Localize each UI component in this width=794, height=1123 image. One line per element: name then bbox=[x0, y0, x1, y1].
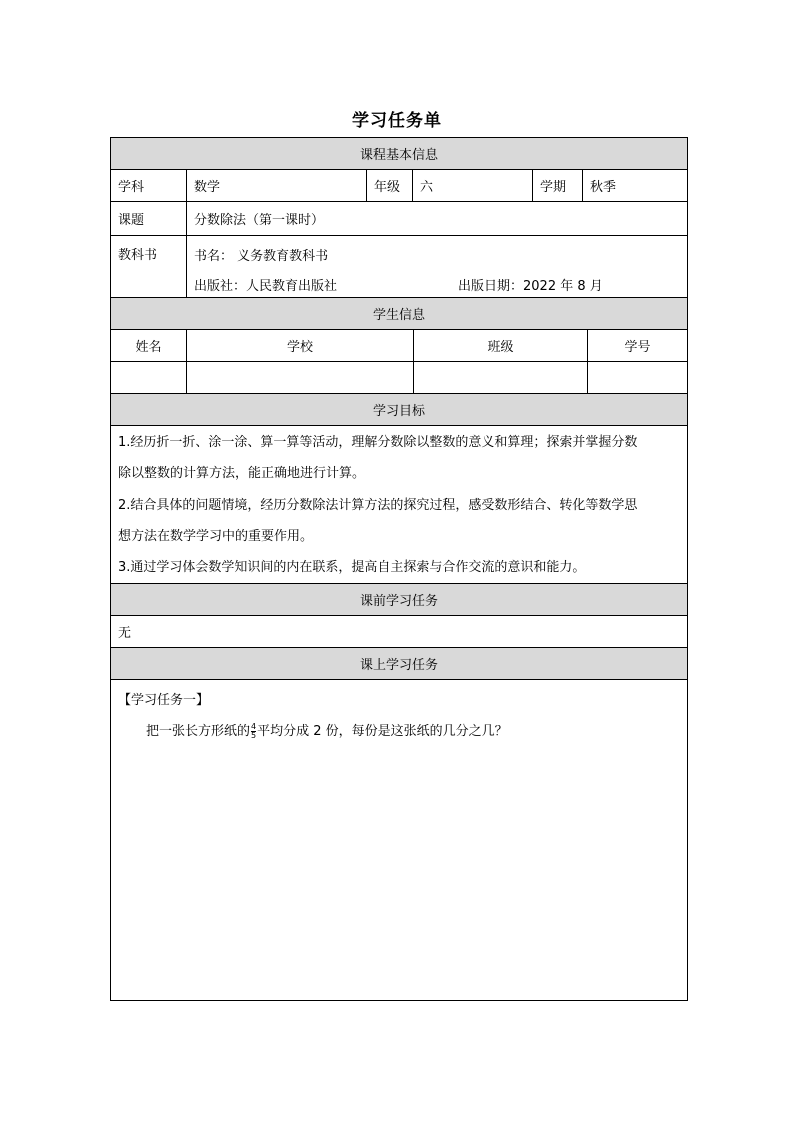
fraction bbox=[251, 723, 256, 740]
textbook-label: 教科书 bbox=[111, 236, 187, 297]
page-title: 学习任务单 bbox=[352, 111, 442, 131]
publisher: 出版社：人民教育出版社 bbox=[194, 279, 338, 294]
grade-label: 年级 bbox=[367, 170, 413, 201]
pre-task-content bbox=[111, 616, 687, 648]
name-input-cell[interactable] bbox=[111, 362, 187, 393]
student-input-row bbox=[111, 362, 687, 394]
textbook-row bbox=[111, 236, 687, 298]
task-1-question bbox=[146, 720, 508, 740]
question-text-before: 把一张长方形纸的 bbox=[146, 724, 251, 739]
grade-value: 六 bbox=[413, 170, 533, 201]
task-1-heading: 【学习任务一】 bbox=[118, 693, 210, 708]
goal-1-line-2: 除以整数的计算方法，能正确地进行计算。 bbox=[118, 466, 366, 481]
class-input-cell[interactable] bbox=[414, 362, 588, 393]
textbook-info bbox=[187, 236, 687, 297]
section-title: 课前学习任务 bbox=[359, 594, 438, 609]
section-title: 课程基本信息 bbox=[359, 148, 438, 163]
topic-label: 课题 bbox=[111, 202, 187, 235]
course-meta-row bbox=[111, 170, 687, 202]
in-class-task-content bbox=[111, 680, 687, 1000]
topic-value: 分数除法（第一课时） bbox=[194, 213, 325, 228]
section-title: 课上学习任务 bbox=[359, 658, 438, 673]
section-header-in-class-task bbox=[111, 648, 687, 680]
goal-1-line-1: 1.经历折一折、涂一涂、算一算等活动，理解分数除以整数的意义和算理；探索并掌握分数 bbox=[118, 435, 638, 450]
question-text-after: 平均分成 2 份，每份是这张纸的几分之几？ bbox=[257, 724, 508, 739]
section-header-pre-task bbox=[111, 584, 687, 616]
student-header-row bbox=[111, 330, 687, 362]
pre-task-text: 无 bbox=[118, 626, 132, 641]
goal-2-line-2: 想方法在数学学习中的重要作用。 bbox=[118, 529, 314, 544]
term-value: 秋季 bbox=[590, 180, 617, 195]
goal-3-line-1: 3.通过学习体会数学知识间的内在联系，提高自主探索与合作交流的意识和能力。 bbox=[118, 560, 586, 575]
book-name: 书名： 义务教育教科书 bbox=[194, 249, 329, 264]
subject-label: 学科 bbox=[111, 170, 187, 201]
goal-2-line-1: 2.结合具体的问题情境，经历分数除法计算方法的探究过程，感受数形结合、转化等数学思 bbox=[118, 498, 638, 513]
section-title: 学习目标 bbox=[372, 404, 425, 419]
student-id-input-cell[interactable] bbox=[588, 362, 687, 393]
fraction-numerator: 4 bbox=[251, 722, 257, 731]
task-sheet-table bbox=[110, 137, 688, 1001]
column-header-class: 班级 bbox=[414, 330, 588, 361]
column-header-school: 学校 bbox=[187, 330, 414, 361]
topic-row bbox=[111, 202, 687, 236]
term-label: 学期 bbox=[533, 170, 583, 201]
section-header-course-info bbox=[111, 138, 687, 170]
section-header-goals bbox=[111, 394, 687, 426]
subject-value: 数学 bbox=[187, 170, 367, 201]
column-header-student-id: 学号 bbox=[624, 340, 651, 355]
publication-date: 出版日期：2022 年 8 月 bbox=[458, 279, 603, 294]
school-input-cell[interactable] bbox=[187, 362, 414, 393]
column-header-name: 姓名 bbox=[111, 330, 187, 361]
fraction-denominator: 5 bbox=[251, 731, 257, 740]
section-header-student-info bbox=[111, 298, 687, 330]
goals-content bbox=[111, 426, 687, 584]
section-title: 学生信息 bbox=[372, 308, 425, 323]
